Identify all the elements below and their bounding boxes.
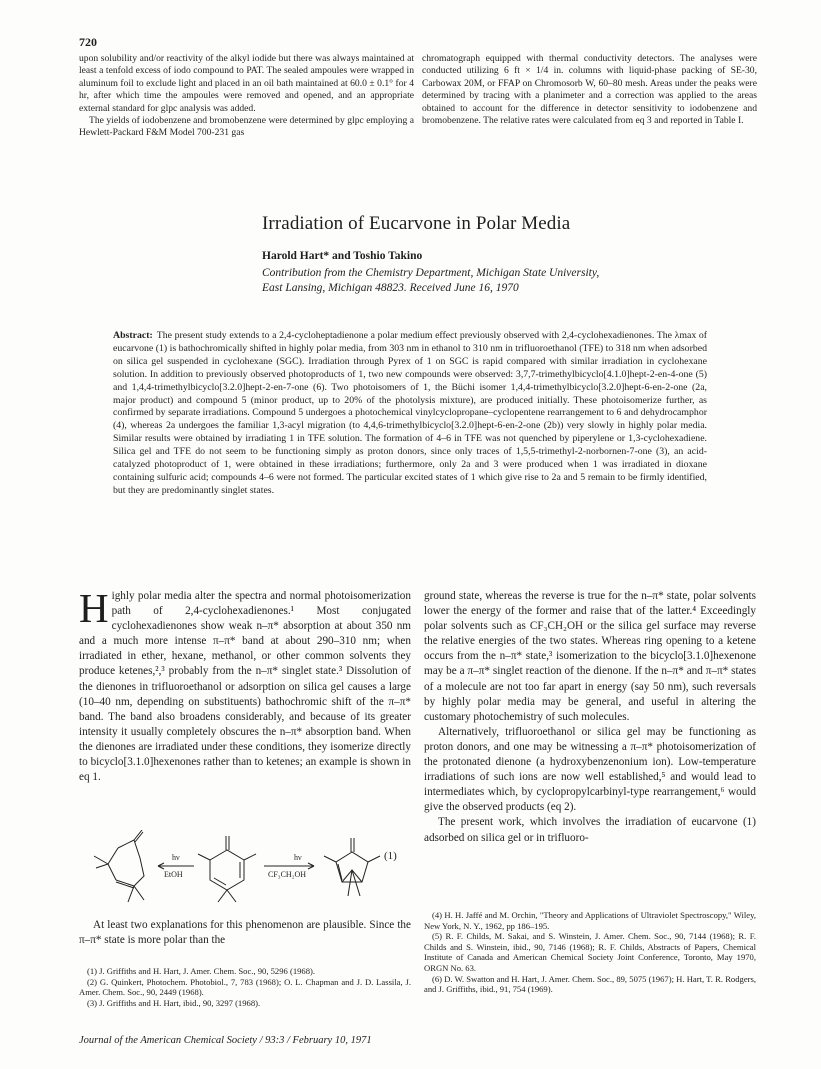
arrow-forward xyxy=(264,863,314,869)
footnotes-right xyxy=(424,910,756,995)
abstract-text: The present study extends to a 2,4-cycloheptadienone a polar medium effect previously observed with 2,4-cyclohexadienones. The λmax of eucarvone (1) is bathochromically shifted in highly polar media, from 303 nm in ethanol to 310 nm in trifluoroethanol (TFE) to 318 nm when adsorbed on silica gel suspended in cyclohexane (SGC). Irradiation through Pyrex of 1 on SGC is rapid compared with similar irradiation in cyclohexane solution. In addition to previously observed photoproducts of 1, two new compounds were observed: 3,7,7-trimethylbicyclo[4.1.0]hept-2-en-4-one (5) and 1,4,4-trimethylbicyclo[3.2.0]hept-2-en-7-one (6). Two photoisomers of 1, the Büchi isomer 1,4,4-trimethylbicyclo[3.2.0]hept-6-en-2-one (2a, major product) and compound 5 (minor product, up to 20% of the photolysis mixture), are produced initially. These photoisomerize further, as confirmed by separate irradiations. Compound 5 undergoes a photochemical vinylcyclopropane–cyclopentene rearrangement to 6 and dehydrocamphor (4), whereas 2a undergoes the familiar 1,3-acyl migration (to 4,4,6-trimethylbicyclo[3.2.0]hept-6-en-2-one (2b)) very slowly in highly polar media. Similar results were obtained by irradiating 1 in TFE solution. The formation of 4–6 in TFE was not quenched by piperylene or 1,3-cyclohexadiene. Silica gel and TFE do not seem to be functioning simply as proton donors, since only traces of 1,5,5-trimethyl-2-norbornen-7-one (3), an acid-catalyzed photoproduct of 1, were obtained in these irradiations; furthermore, only 2a and 3 were produced when 1 was irradiated in dioxane containing sulfuric acid; compounds 4–6 were not formed. The particular excited states of 1 which give rise to 2a and 5 remain to be firmly identified, but they are predominantly singlet states. xyxy=(113,330,707,496)
article-title: Irradiation of Eucarvone in Polar Media xyxy=(262,213,571,234)
page-number: 720 xyxy=(79,35,97,49)
solvent-label-2: CF₃CH₂OH xyxy=(268,870,307,879)
footnotes-left xyxy=(79,966,411,1008)
intro-text: ighly polar media alter the spectra and normal photoisomerization path of 2,4-cyclohexadienones.¹ Most conjugated cyclohexadienones show weak n–π* absorption at about 350 nm and a much more intense π–π* band at about 290–310 nm; when irradiated in ether, hexane, methanol, or other common solvents they produce ketenes,²,³ probably from the n–π* singlet state.³ Dissolution of the dienones in trifluoroethanol or adsorption on silica gel causes a large (10–40 nm, depending on substituents) bathochromic shift of the π–π* band. The band also broadens considerably, and because of its greater intensity it usually completely obscures the n–π* absorption band. When the dienones are irradiated under these conditions, they isomerize directly to bicyclo[3.1.0]hexenones rather than to ketenes; an example is shown in eq 1. xyxy=(79,590,411,784)
bicyclohexenone-structure xyxy=(324,838,380,896)
top-right-column xyxy=(422,53,757,127)
hv-label-1: hν xyxy=(172,853,180,862)
top-right-paragraph-1: chromatograph equipped with thermal conductivity detectors. The analyses were conducted utilizing 6 ft × 1/4 in. columns with liquid-phase packing of SE-30, Carbowax 20M, or FFAP on Chromosorb W, 60–80 mesh. Areas under the peaks were determined by tracing with a planimeter and a correction was applied to the areas obtained to account for the difference in detector sensitivity to iodobenzene and bromobenzene. The relative rates were calculated from eq 3 and reported in Table I. xyxy=(422,53,757,127)
equation-number: (1) xyxy=(384,850,397,862)
affiliation-line-2: East Lansing, Michigan 48823. Received June 16, 1970 xyxy=(262,282,519,294)
body-right-column xyxy=(424,589,756,846)
right-paragraph-3: The present work, which involves the irradiation of eucarvone (1) adsorbed on silica gel or in trifluoro- xyxy=(424,816,756,844)
reaction-scheme-eq1 xyxy=(86,830,408,912)
after-scheme-paragraph: At least two explanations for this phenomenon are plausible. Since the π–π* state is more polar than the xyxy=(79,919,411,946)
body-left-column xyxy=(79,585,411,785)
top-left-column xyxy=(79,53,414,140)
solvent-label-1: EtOH xyxy=(164,870,183,879)
intro-paragraph xyxy=(79,585,411,785)
footnote-1: (1) J. Griffiths and H. Hart, J. Amer. Chem. Soc., 90, 5296 (1968). xyxy=(87,966,316,976)
drop-cap: H xyxy=(79,585,109,631)
arrow-reverse xyxy=(158,863,194,869)
ketene-structure xyxy=(94,830,144,902)
cyclohexadienone-structure xyxy=(198,836,256,902)
footnote-4: (4) H. H. Jaffé and M. Orchin, "Theory and Applications of Ultraviolet Spectroscopy," Wiley, New York, N. Y., 1962, pp 186–195. xyxy=(424,910,756,931)
abstract-label: Abstract: xyxy=(113,330,153,341)
hv-label-2: hν xyxy=(294,853,302,862)
journal-footer: Journal of the American Chemical Society / 93:3 / February 10, 1971 xyxy=(79,1035,372,1046)
footnote-3: (3) J. Griffiths and H. Hart, ibid., 90, 3297 (1968). xyxy=(87,997,261,1008)
authors: Harold Hart* and Toshio Takino xyxy=(262,250,423,262)
top-left-paragraph-1: upon solubility and/or reactivity of the alkyl iodide but there was always maintained at least a tenfold excess of iodo compound to PAT. The sealed ampoules were wrapped in aluminum foil to exclude light and placed in an oil bath maintained at 60.0 ± 0.1° for 4 hr, after which time the ampoules were removed and opened, and an appropriate external standard for glpc analysis was added. xyxy=(79,53,414,114)
affiliation-line-1: Contribution from the Chemistry Department, Michigan State University, xyxy=(262,267,600,279)
footnote-5: (5) R. F. Childs, M. Sakai, and S. Winstein, J. Amer. Chem. Soc., 90, 7144 (1968); R. F. Childs and S. Winstein, ibid., 90, 7146 (1968); R. F. Childs, Abstracts of Papers, Chemical Institute of Canada and American Chemical Society Joint Conference, Toronto, May 1970, ORGN No. 63. xyxy=(424,931,756,973)
footnote-2: (2) G. Quinkert, Photochem. Photobiol., 7, 783 (1968); O. L. Chapman and J. D. Lassila, J. Amer. Chem. Soc., 90, 2449 (1968). xyxy=(79,976,411,998)
footnote-6: (6) D. W. Swatton and H. Hart, J. Amer. Chem. Soc., 89, 5075 (1967); H. Hart, T. R. Rodgers, and J. Griffiths, ibid., 91, 754 (1969). xyxy=(424,973,756,995)
top-left-paragraph-2: The yields of iodobenzene and bromobenzene were determined by glpc employing a Hewlett-Packard F&M Model 700-231 gas xyxy=(79,115,414,139)
right-paragraph-2: Alternatively, trifluoroethanol or silica gel may be functioning as proton donors, and one may be witnessing a π–π* photoisomerization of the protonated dienone (a hydroxybenzenonium ion). Low-temperature irradiations of such ions are now well established,⁵ and would lead to intermediates which, by cyclopropylcarbinyl-type rearrangement,⁶ would give the observed products (eq 2). xyxy=(424,725,756,814)
reaction-scheme-drawing xyxy=(86,830,408,912)
abstract xyxy=(113,330,707,498)
affiliation xyxy=(262,266,682,296)
right-paragraph-1: ground state, whereas the reverse is true for the n–π* state, polar solvents lower the energy of the former and raise that of the latter.⁴ Exceedingly polar solvents such as CF₃CH₂OH or the silica gel surface may reverse the relative energies of the two states. Whereas ring opening to a ketene occurs from the n–π* state,³ isomerization to the bicyclo[3.1.0]hexenone may be a π–π* singlet reaction of the dienone. If the n–π* and π–π* states of a molecule are not too far apart in energy (say 50 nm), such reversals by highly polar media may be general, and useful in altering the customary photochemistry of such molecules. xyxy=(424,590,756,723)
